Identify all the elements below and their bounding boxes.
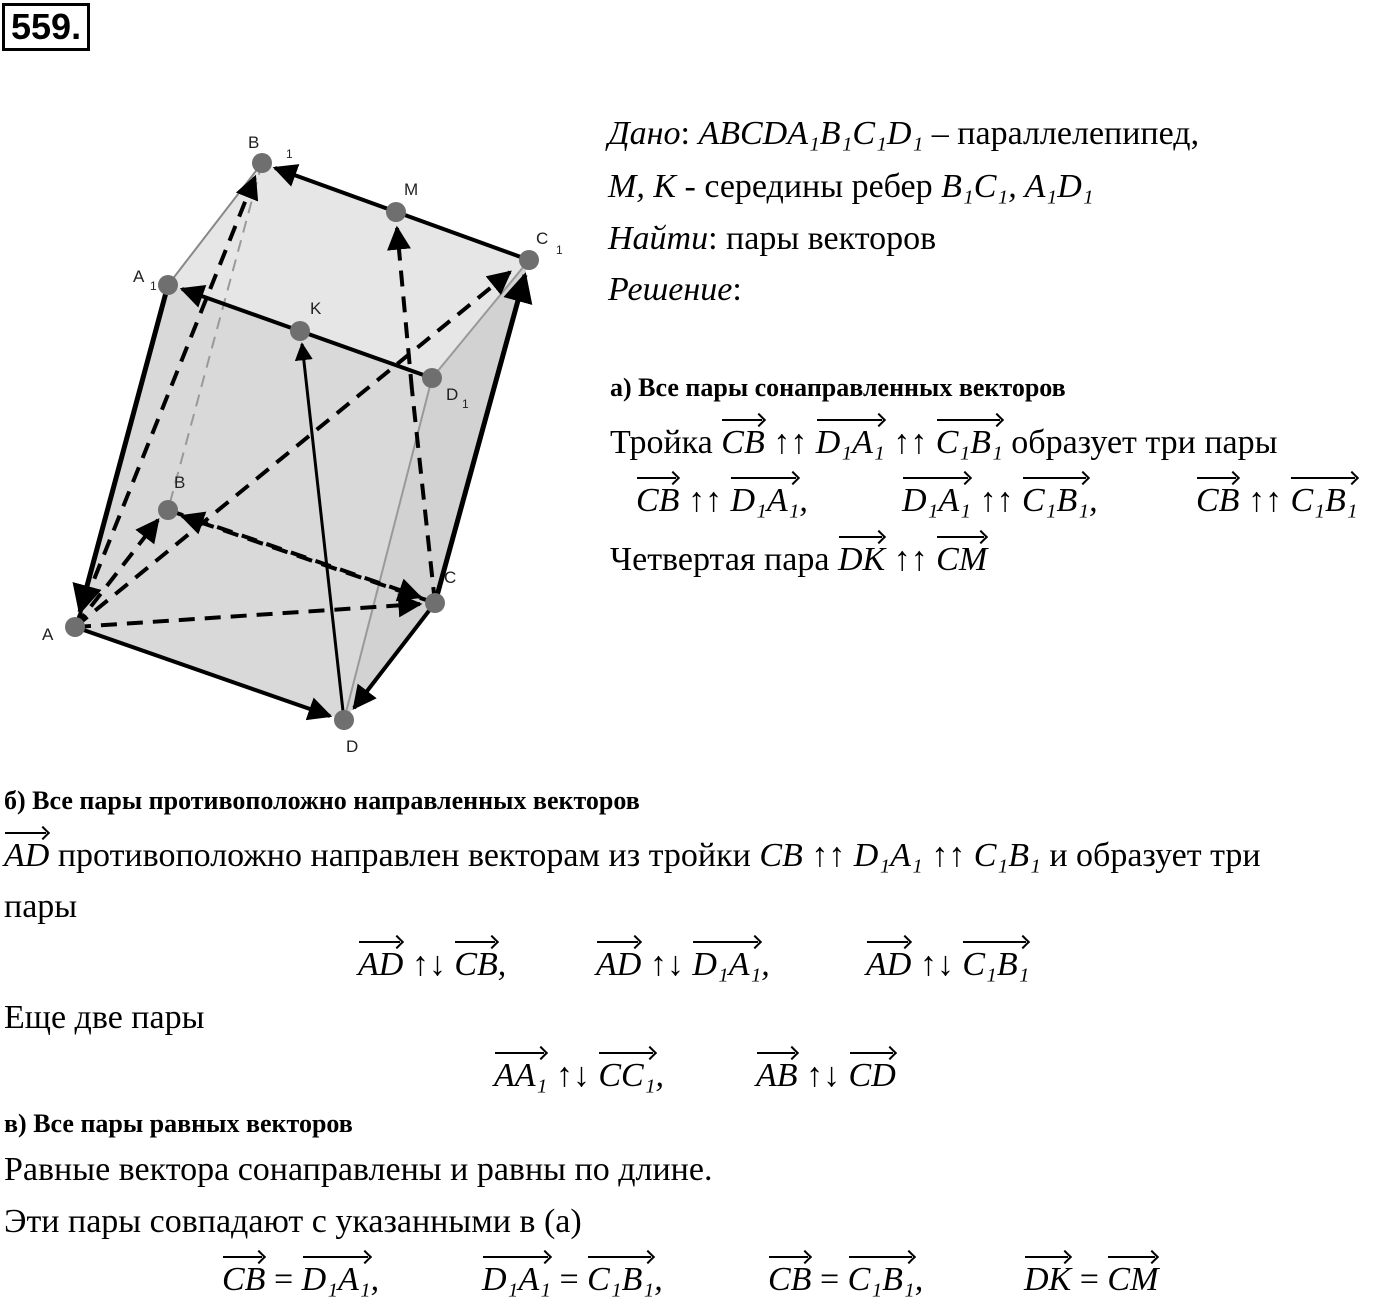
section-c-pair-4: DK = CM <box>1024 1252 1158 1300</box>
label-C1: C <box>536 229 549 248</box>
label-A1: A <box>133 267 145 286</box>
parallelepiped-figure <box>30 130 590 760</box>
label-C1-sub: 1 <box>556 243 563 257</box>
label-K: K <box>310 299 322 318</box>
label-C: C <box>444 568 457 587</box>
section-c-pair-1: CB = D₁A₁, <box>222 1252 379 1300</box>
label-D1: D <box>446 385 459 404</box>
section-b-more-pair-1: AA₁ ↑↓ CC₁, <box>494 1048 664 1096</box>
label-M: M <box>404 180 419 199</box>
section-b-pair-2: AD ↑↓ D₁A₁, <box>596 937 770 985</box>
label-D1-sub: 1 <box>462 397 469 411</box>
section-a-pair-1: CB ↑↑ D₁A₁, <box>636 473 808 521</box>
section-a-fourth-pair: Четвертая пара DK ↑↑ CM <box>610 532 987 580</box>
given-line-2: M, K - середины ребер B₁C₁, A₁D₁ <box>608 168 1094 205</box>
label-A1-sub: 1 <box>150 279 157 293</box>
section-c-line-1: Равные вектора сонаправлены и равны по длине. <box>4 1151 713 1188</box>
label-D: D <box>346 737 359 756</box>
given-line-4: Решение: <box>608 271 742 308</box>
section-b-two-more: Еще две пары <box>4 999 205 1036</box>
section-c-heading: в) Все пары равных векторов <box>4 1109 353 1138</box>
section-b-pair-1: AD ↑↓ CB, <box>358 937 506 985</box>
given-line-3: Найти: пары векторов <box>608 220 937 257</box>
section-b-line-1: AD противоположно направлен векторам из тройки CB ↑↑ D₁A₁ ↑↑ C₁B₁ и образует три <box>4 828 1261 876</box>
section-a-pair-3: CB ↑↑ C₁B₁ <box>1196 473 1358 521</box>
given-line-1: Дано: ABCDA₁B₁C₁D₁ – параллелепипед, <box>608 115 1200 152</box>
section-b-heading: б) Все пары противоположно направленных векторов <box>4 786 640 815</box>
problem-number: 559. <box>2 3 90 51</box>
section-c-pair-3: CB = C₁B₁, <box>768 1252 923 1300</box>
label-B1-sub: 1 <box>286 147 293 161</box>
section-b-line-2: пары <box>4 888 78 925</box>
label-B1: B <box>248 133 260 152</box>
section-a-pair-2: D₁A₁ ↑↑ C₁B₁, <box>902 473 1098 521</box>
label-A: A <box>42 625 54 644</box>
section-b-pair-3: AD ↑↓ C₁B₁ <box>866 937 1029 985</box>
section-c-line-2: Эти пары совпадают с указанными в (а) <box>4 1203 582 1240</box>
section-a-heading: а) Все пары сонаправленных векторов <box>610 373 1066 402</box>
section-b-more-pair-2: AB ↑↓ CD <box>756 1048 896 1096</box>
section-c-pair-2: D₁A₁ = C₁B₁, <box>482 1252 663 1300</box>
label-B: B <box>174 473 186 492</box>
section-a-triple-line: Тройка CB ↑↑ D₁A₁ ↑↑ C₁B₁ образует три пары <box>610 415 1278 463</box>
